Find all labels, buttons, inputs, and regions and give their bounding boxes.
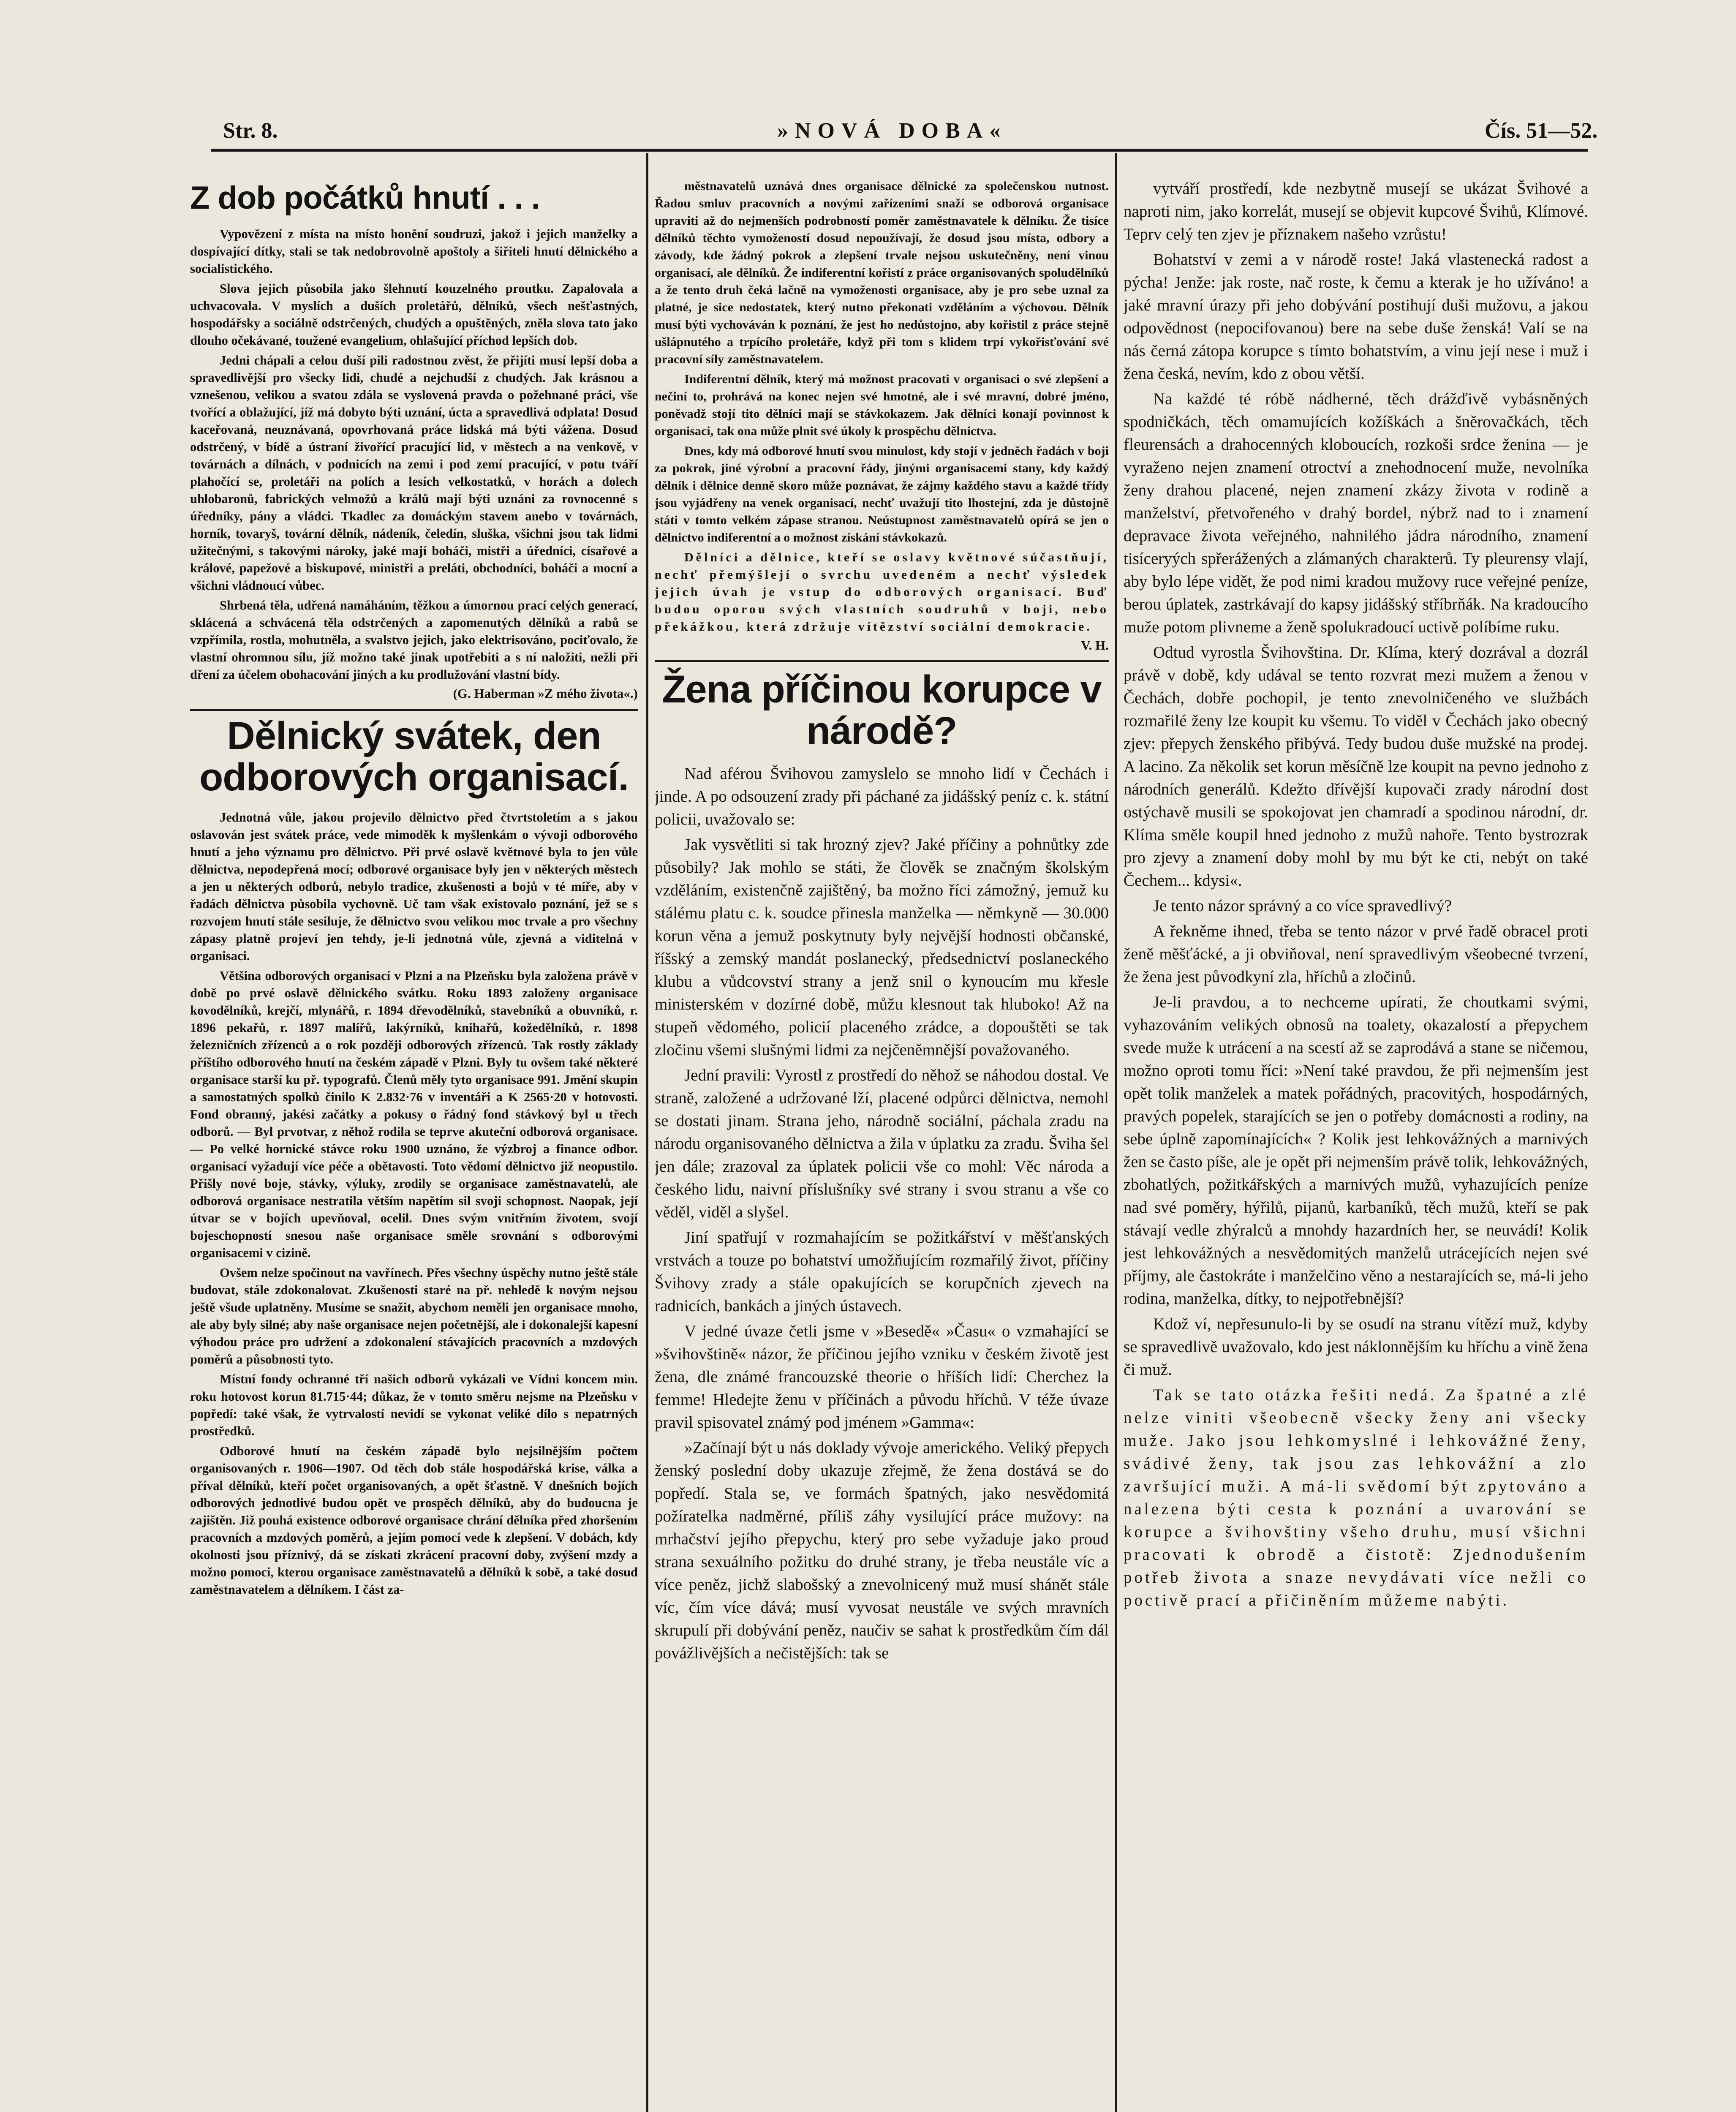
paragraph: Slova jejich působila jako šlehnutí kouzelného proutku. Zapalovala a uchvacovala. V myslích a duších proletářů, dělníků, všech nešťastných, hospodářsky a sociálně odstrčených, chudých a opuštěných, zněla slova tato jako dlouho očekávané, toužené evangelium, ohlašující příchod lepších dob. [190, 281, 638, 348]
paragraph: V jedné úvaze četli jsme v »Besedě« »Času« o vzmahající se »švihovštině« názor, že příčinou jejího vzniku v českém životě jest žena, dle známé francouzské theorie o hříších lidí: Cherchez la femme! Hledejte ženu v příčinách a původu hříchů. V téže úvaze pravil spisovatel známý pod jménem »Gamma«: [655, 1322, 1109, 1432]
article-headline: Žena příčinou korupce v národě? [662, 668, 1102, 752]
paragraph: Odtud vyrostla Švihovština. Dr. Klíma, který dozrával a dozrál právě v době, kdy udával se tento rozvrat mezi mužem a ženou v Čechách, dobře pochopil, je tento znevolničeného ve službách rozmařilé ženy lze koupit ku všemu. To viděl v Čechách jako obecný zjev: přepych ženského přibývá. Tedy budou duše mužské na prodej. A lacino. Za několik set korun měsíčně lze koupit na pevno jednoho z národních generálů. Kdežto dřívější kupovači zrady národní dost ostýchavě musili se spokojovat jen chamradí a spodinou národní, dr. Klíma směle koupil hned jednoho z mužů nahoře. Tento bystrozrak pro zjevy a znamení doby mohl by mu být ke cti, nebýt on také Čechem... kdysi«. [1124, 643, 1588, 890]
article-body [655, 177, 1109, 635]
issue-number: Čís. 51—52. [1485, 119, 1598, 143]
paragraph: Většina odborových organisací v Plzni a na Plzeňsku byla založena právě v době po prvé oslavě dělnického svátku. Roku 1893 založeny organisace kovodělníků, krejčí, mlynářů, r. 1894 dřevodělníků, stavebníků a obuvníků, r. 1896 pekařů, r. 1897 malířů, lakýrníků, knihařů, kožedělníků, r. 1898 železničních zřízenců a o rok později odborových zřízenců. Tak rostly základy příštího odborového hnutí na českém západě v Plzni. Byly tu ovšem také některé organisace starší ku př. typografů. Členů měly tyto organisace 991. Jmění skupin a samostatných spolků činilo K 2.832·76 v inventáři a K 2565·20 v hotovosti. Fond obranný, jakési začátky a pokusy o řádný fond stávkový byl u třech odborů. — Byl prvotvar, z něhož rodila se teprve akuteční odborová organisace. — Po velké hornické stávce roku 1900 uznáno, že výzbroj a finance odbor. organisací vyžadují více péče a obětavosti. Toto vědomí dělnictvo již neopustilo. Přišly nové boje, stávky, výluky, zrodily se organisace zaměstnavatelů, ale odborová organisace nestratila větším napětím sil svoji schopnost. Naopak, její útvar se v bojích upevňoval, ocelil. Dnes svým vnitřním životem, svojí bojeschopností snesou naše organisace směle srovnání s odborovými organisacemi v cizině. [190, 969, 638, 1260]
article-headline: Z dob počátků hnutí . . . [190, 180, 540, 216]
paragraph: Jední pravili: Vyrostl z prostředí do něhož se náhodou dostal. Ve straně, založené a udržované lží, placené odpůrci dělnictva, nemohl se dostati jinam. Strana jeho, národně sociální, páchala zradu na národu organisovaného dělnictva a žila v úplatku za zradu. Šviha šel jen dále; zrazoval za úplatek policii vše co mohl: Věc národa a českého lidu, naivní příslušníky své strany i svou stranu a vše co věděl, viděl a slyšel. [655, 1066, 1109, 1221]
paragraph: Na každé té róbě nádherné, těch drážďivě vybásněných spodničkách, těch omamujících kožíškách a šněrovačkách, těch fleurensách a drahocenných kloboucích, rozkoši srdce ženina — je vyraženo nejen znamení otroctví a znehodnocení muže, nevolníka ženy drahou placené, nejen znamení zkázy života v rodině a manželství, přetvořeného v drahý bordel, nýbrž nad to i znamení depravace života veřejného, nahnilého jádra národního, znamení tisíceryých spřerážených a zlámaných charakterů. Ty pleurensy vlají, aby bylo lépe vidět, že pod nimi kradou mužovy ruce veřejné peníze, berou úplatek, zastrkávají do kapsy jidášský stříbrňák. Na kradoucího muže potom plivneme a ženě spolukradoucí uctivě políbíme ruku. [1124, 390, 1588, 636]
paragraph: městnavatelů uznává dnes organisace dělnické za společenskou nutnost. Řadou smluv pracovních a novými zařízeními snaží se odborová organisace upraviti až do nejmenších podrobností poměr zaměstnavatele k dělníku. Že tisíce dělníků těchto vymožeností dosud nepoužívají, že dosud jsou místa, odbory a závody, kde žádný pokrok a zlepšení trvale nejsou uskutečněny, není vinou organisací, ale dělníků. Že indiferentní kořistí z práce organisovaných spoludělníků a že tento druh čeká lačně na vymoženosti organisace, aby je pro sebe uznal za platné, je sice nedostatek, který nutno překonati vzděláním a výchovou. Dělník musí býti vychováván k poznání, že jest ho nedůstojno, aby kořistil z práce stejně ušlápnutého a trpícího proletáře, když při tom s klidem trpí vykořisťování své pracovní síly zaměstnavatelem. [655, 179, 1109, 366]
paragraph: Vypovězení z místa na místo honění soudruzi, jakož i jejich manželky a dospívající dítky, stali se tak nedobrovolně apoštoly a šiřiteli hnutí dělnického a socialistického. [190, 227, 638, 276]
column-divider [1115, 153, 1117, 2112]
paragraph: Odborové hnutí na českém západě bylo nejsilnějším počtem organisovaných r. 1906—1907. Od těch dob stále hospodářská krise, válka a příval dělníků, kteří počet organisovaných, a opět šťastně. V dnešních bojích odborových jednotlivé budou opět ve prospěch dělníků, aby do budoucna je zajištěn. Již pouhá existence odborové organisace chrání dělníka před zhoršením pracovních a mzdových poměrů, a jejím pomocí vede k zlepšení. V dobách, kdy okolnosti jsou příznivý, dá se získati zkrácení pracovní doby, zvýšení mzdy a možno pomoci, kterou organisace zaměstnavatelů a dělníků k sobě, a také dosud zaměstnavatelem a dělníkem. I část za- [190, 1444, 638, 1597]
article-body [190, 809, 638, 1598]
header-rule [211, 149, 1588, 152]
paragraph: Jak vysvětliti si tak hrozný zjev? Jaké příčiny a pohnůtky zde působily? Jak mohlo se státi, že člověk se značným školským vzděláním, existenčně zajištěný, ba možno říci zámožný, jemuž ku stálému platu c. k. soudce přinesla manželka — němkyně — 30.000 korun věna a jemuž poskytnuty byly nejvější hodnosti občanské, říšský a zemský mandát poslanecký, předsednictví poslaneckého klubu a vůdcovství strany a jenž snil o kynoucím mu křesle ministerském v dozírné době, můžu klesnout tak hluboko! Až na stupeň vědomého, policií placeného zrádce, a dopouštěti se tak zločinu všemi slušnými lidmi za nejčeněmnější považovaného. [655, 836, 1109, 1059]
paragraph: Shrbená těla, udřená namáháním, těžkou a úmornou prací celých generací, sklácená a schvácená těla odstrčených a zapomenutých dělníků a rabů se vzpřímila, rostla, mohutněla, a svalstvo jejich, jako elektrisováno, pociťovalo, že vlastní ohromnou sílu, jíž možno také jinak upotřebiti a s ní naložiti, nežli při dření za účelem obohacování jiných a ku prodlužování vlastní bídy. [190, 598, 638, 682]
article-body [655, 762, 1109, 1665]
column-2 [655, 177, 1109, 2112]
paragraph: Místní fondy ochranné tří našich odborů vykázali ve Vídni koncem min. roku hotovost korun 81.715·44; důkaz, že v tomto směru nejsme na Plzeňsku v popředí: také však, že vytrvalostí nevidí se vykonat veliké dílo s nepatrných prostředků. [190, 1372, 638, 1438]
paragraph: Jednotná vůle, jakou projevilo dělnictvo před čtvrtstoletím a s jakou oslavován jest svátek práce, vede mimoděk k myšlenkám o vývoji odborového hnutí a jeho významu pro dělnictvo. Při prvé oslavě květnové byla to jen vůle dělnictva, nepodepřená mocí; odborové organisace byly jen v některých městech a jen u některých odborů, nebylo tradice, zkušenosti a bojů v té míře, aby v řadách dělnictva působila vychovně. Uč tam však existovalo poznání, jež se s rozvojem hnutí stále sesiluje, že dělnictvo svou velikou moc trvale a pro všechny zápasy platně projeví jen tehdy, je-li jednotná vůle, zjevná a viditelná v organisaci. [190, 810, 638, 963]
article-body [1124, 177, 1588, 1612]
paragraph: Je tento názor správný a co více spravedlivý? [1153, 897, 1452, 915]
article-divider [655, 660, 1109, 662]
paragraph: Ovšem nelze spočinout na vavřínech. Přes všechny úspěchy nutno ještě stále budovat, stále zdokonalovat. Zkušenosti staré na př. nehledě k novým nejsou ještě všude uplatněny. Musíme se snažit, abychom neměli jen organisace mnoho, ale aby byly silné; aby naše organisace nejen početnější, ale i dokonalejší kapesní výhodou práce pro udržení a zdokonalení stávajících pracovních a mzdových poměrů a působnosti tyto. [190, 1266, 638, 1366]
article-divider [190, 709, 638, 711]
column-3 [1124, 177, 1588, 2112]
masthead-title: »NOVÁ DOBA« [777, 119, 1007, 143]
paragraph: Nad aférou Švihovou zamyslelo se mnoho lidí v Čechách i jinde. A po odsouzení zrady při páchané za jidášský peníz c. k. státní policii, uvažovalo se: [655, 765, 1109, 828]
paragraph: Tak se tato otázka řešiti nedá. Za špatné a zlé nelze viniti všeobecně všecky ženy ani všecky muže. Jako jsou lehkomyslné i lehkovážné ženy, svádivé ženy, tak jsou zas lehkovážní a zlo završující muži. A má-li svědomí být zpytováno a nalezena býti cesta k poznání a uvarování se korupce a švihovštiny všeho druhu, musí všichni pracovati k obrodě a čistotě: Zjednodušením potřeb života a snaze nevydávati více nežli co poctivě prací a přičiněním můžeme nabýti. [1124, 1386, 1588, 1609]
article-body [190, 226, 638, 683]
article-headline: Dělnický svátek, den odborových organisací. [199, 714, 629, 799]
paragraph: Je-li pravdou, a to nechceme upírati, že choutkami svými, vyhazováním velikých obnosů na toalety, okazalostí a přepychem svede muže k utrácení a na scestí až se zaprodává a stane se ničemou, možno oproti tomu říci: »Není také pravdou, že při nejmenším jest opět tolik manželek a matek pořádných, pracovitých, hospodárných, pravých popelek, starajících se jen o potřeby domácnosti a rodiny, na sebe úplně zapomínajících« ? Kolik jest lehkovážných a marnivých žen se často píše, ale je opět při nejmenším právě tolik, lehkovážných, zbohatlých, požitkářských a marnivých mužů, vyhazujících peníze nad své poměry, hýřilů, pijanů, karbaníků, těch mužů, kteří se pak stávají vedle zhýralců a mnohdy hazardních her, se neuvádí! Kolik jest lehkovážných a nesvědomitých manželů utrácejících nejen své příjmy, ale častokráte i manželčino věno a nestarajících se, má-li jeho rodina, manželka, dítky, to nejpotřebnější? [1124, 993, 1588, 1308]
paragraph: Jiní spatřují v rozmahajícím se požitkářství v měšťanských vrstvách a touze po bohatství umožňujícím rozmařilý život, příčiny Švihovy zrady a stále opakujících se korupčních zjevech na radnicích, bankách a jiných ústavech. [655, 1228, 1109, 1315]
paragraph: Dělníci a dělnice, kteří se oslavy květnové súčastňují, nechť přemýšlejí o svrchu uvedeném a nechť výsledek jejich úvah je vstup do odborových organisací. Buď budou oporou svých vlastních soudruhů v boji, nebo překážkou, která zdržuje vítězství sociální demokracie. [655, 550, 1109, 634]
paragraph: »Začínají být u nás doklady vývoje amerického. Veliký přepych ženský poslední doby ukazuje zřejmě, že žena dostává se do popředí. Stala se, ve formách špatných, jako nesvědomitá požíratelka nadměrné, příliš záhy vysilující práce mužovy: na mrhačství jejího přepychu, který pro sebe vyžaduje jako proud strana sexuálního požitku do druhé strany, je třeba neustále víc a více peněz, jichž slabošský a znevolnicený muž musí shánět stále víc, čím více dává; musí vyvosat neustále ve svých mravních skrupulí při dobývání peněz, naučiv se sahat k prostředkům čím dál povážlivějších a nečistějších: tak se [655, 1439, 1109, 1662]
article-signature: V. H. [1081, 638, 1109, 653]
paragraph: Indiferentní dělník, který má možnost pracovati v organisaci o své zlepšení a nečiní to, prohrává na konec nejen své hmotné, ale i své mravní, dobré jméno, poněvadž stojí tito dělníci mají se stávkokazem. Jak dělníci konají povinnost k organisaci, tak ona může plnit své úkoly k prospěchu dělnictva. [655, 372, 1109, 438]
page-number: Str. 8. [223, 119, 278, 143]
paragraph: Dnes, kdy má odborové hnutí svou minulost, kdy stojí v jedněch řadách v boji za pokrok, jiné výrobní a pracovní řády, jinými organisacemi stany, kdy každý dělník i dělnice denně skoro může poznávat, že zájmy každého stavu a každé třídy jsou vyjádřeny na venek organisací, nechť uvažují tito lhostejní, zda je důstojně státi v tomto velkém zápase stranou. Neústupnost zaměstnavatelů opírá se jen o dělnictvo indiferentní a o možnost získání stávkokazů. [655, 444, 1109, 544]
column-divider [646, 153, 648, 2112]
paragraph: vytváří prostředí, kde nezbytně musejí se ukázat Švihové a naproti nim, jako korrelát, musejí se objevit kupcové Švihů, Klímové. Teprv celý ten zjev je příznakem našeho vzrůstu! [1124, 180, 1588, 243]
column-1 [190, 177, 638, 2112]
paragraph: A řekněme ihned, třeba se tento názor v prvé řadě obracel proti ženě měšťácké, a ji obviňoval, není spravedlivým všeobecné tvrzení, že žena jest původkyní zla, hříchů a zločinů. [1124, 922, 1588, 986]
paragraph: Bohatství v zemi a v národě roste! Jaká vlastenecká radost a pýcha! Jenže: jak roste, nač roste, k čemu a kterak je ho užíváno! a jaké mravní úrazy při jeho dobývání postihují duši mužovu, a jakou odpovědnost (nepocifovanou) bere na sebe duše ženská! Valí se na nás černá zátopa korupce s tímto bohatstvím, a vinu její nese i muž i žena česká, nevím, kdo z obou větší. [1124, 250, 1588, 383]
paragraph: Kdož ví, nepřesunulo-li by se osudí na stranu vítězí muž, kdyby se spravedlivě uvažovalo, kdo jest náklonnějším ku hříchu a vině žena či muž. [1124, 1315, 1588, 1379]
article-signature: (G. Haberman »Z mého života«.) [453, 686, 638, 701]
paragraph: Jedni chápali a celou duší pili radostnou zvěst, že přijíti musí lepší doba a spravedlivější pro všecky lidi, chudé a nejchudší z chudých. Jak krásnou a vznešenou, velikou a svatou zdála se vyslovená pravda o požehnané práci, vše tvořící a oblažující, jíž má dobyto býti uznání, úcta a spravedlivá odplata! Dosud kaceřovaná, neuznávaná, opovrhovaná práce lidská má býti vážena. Dosud odstrčený, v bídě a ústraní živořící pracující lid, v městech a na venkově, v továrnách a dílnách, v podnicích na zemi i pod zemí pracující, v potu tváří plahočící se, proletáři na polích a lesích velkostatků, v horách a dolech uhlobaronů, fabrických velmožů a králů mají býti uznáni za rovnocenné s úředníky, pány a vládci. Tkadlec za domáckým stavem anebo v továrnách, horník, tovaryš, tovární dělník, nádeník, čeledín, sluška, všichni jsou tak lidmi užitečnými, s takovými nároky, jaké mají boháči, mistři a úředníci, císařové a králové, papežové a biskupové, ministři a preláti, obchodníci, boháči a mocní a všichni vládnoucí vůbec. [190, 353, 638, 593]
